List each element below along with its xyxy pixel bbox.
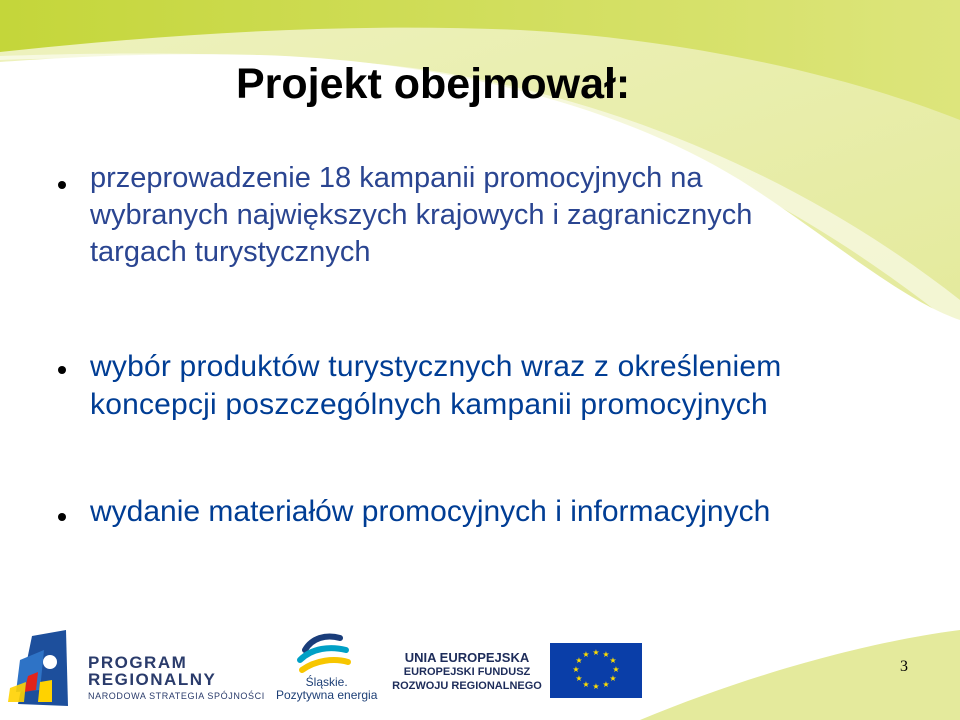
slaskie-logo bbox=[300, 637, 348, 671]
svg-text:★: ★ bbox=[602, 680, 610, 689]
program-regionalny-logo bbox=[8, 630, 68, 706]
bullet-dot bbox=[58, 513, 66, 521]
unia-line3: ROZWOJU REGIONALNEGO bbox=[392, 680, 542, 692]
bullet-item-1: przeprowadzenie 18 kampanii promocyjnych na wybranych największych krajowych i zagranicznych targach turystycznych bbox=[90, 162, 753, 268]
svg-text:★: ★ bbox=[582, 650, 590, 659]
svg-text:★: ★ bbox=[602, 650, 610, 659]
svg-text:★: ★ bbox=[575, 656, 583, 665]
program-regionalny-text bbox=[88, 654, 265, 701]
svg-text:★: ★ bbox=[575, 674, 583, 683]
svg-text:★: ★ bbox=[572, 665, 580, 674]
slaskie-text bbox=[276, 676, 377, 702]
slide-title: Projekt obejmował: bbox=[236, 60, 631, 108]
bullet-item-2: wybór produktów turystycznych wraz z określeniem koncepcji poszczególnych kampanii promocyjnych bbox=[90, 350, 782, 421]
program-regionalny-line1: PROGRAM bbox=[88, 653, 188, 672]
svg-text:★: ★ bbox=[582, 680, 590, 689]
svg-text:★: ★ bbox=[612, 665, 620, 674]
unia-europejska-text bbox=[392, 651, 542, 693]
program-regionalny-line3: NARODOWA STRATEGIA SPÓJNOŚCI bbox=[88, 691, 265, 701]
unia-line1: UNIA EUROPEJSKA bbox=[404, 650, 530, 665]
bullet-item-3: wydanie materiałów promocyjnych i informacyjnych bbox=[90, 495, 771, 528]
slaskie-line2: Pozytywna energia bbox=[276, 688, 378, 702]
unia-line2: EUROPEJSKI FUNDUSZ bbox=[403, 666, 531, 678]
svg-text:★: ★ bbox=[609, 656, 617, 665]
slaskie-line1: Śląskie. bbox=[305, 675, 348, 689]
svg-text:★: ★ bbox=[592, 648, 600, 657]
bullet-dot bbox=[58, 366, 66, 374]
program-regionalny-line2: REGIONALNY bbox=[88, 670, 217, 689]
page-number: 3 bbox=[900, 658, 908, 675]
svg-text:★: ★ bbox=[609, 674, 617, 683]
eu-stars bbox=[550, 643, 642, 698]
bullet-dot bbox=[58, 181, 66, 189]
svg-text:★: ★ bbox=[592, 682, 600, 691]
